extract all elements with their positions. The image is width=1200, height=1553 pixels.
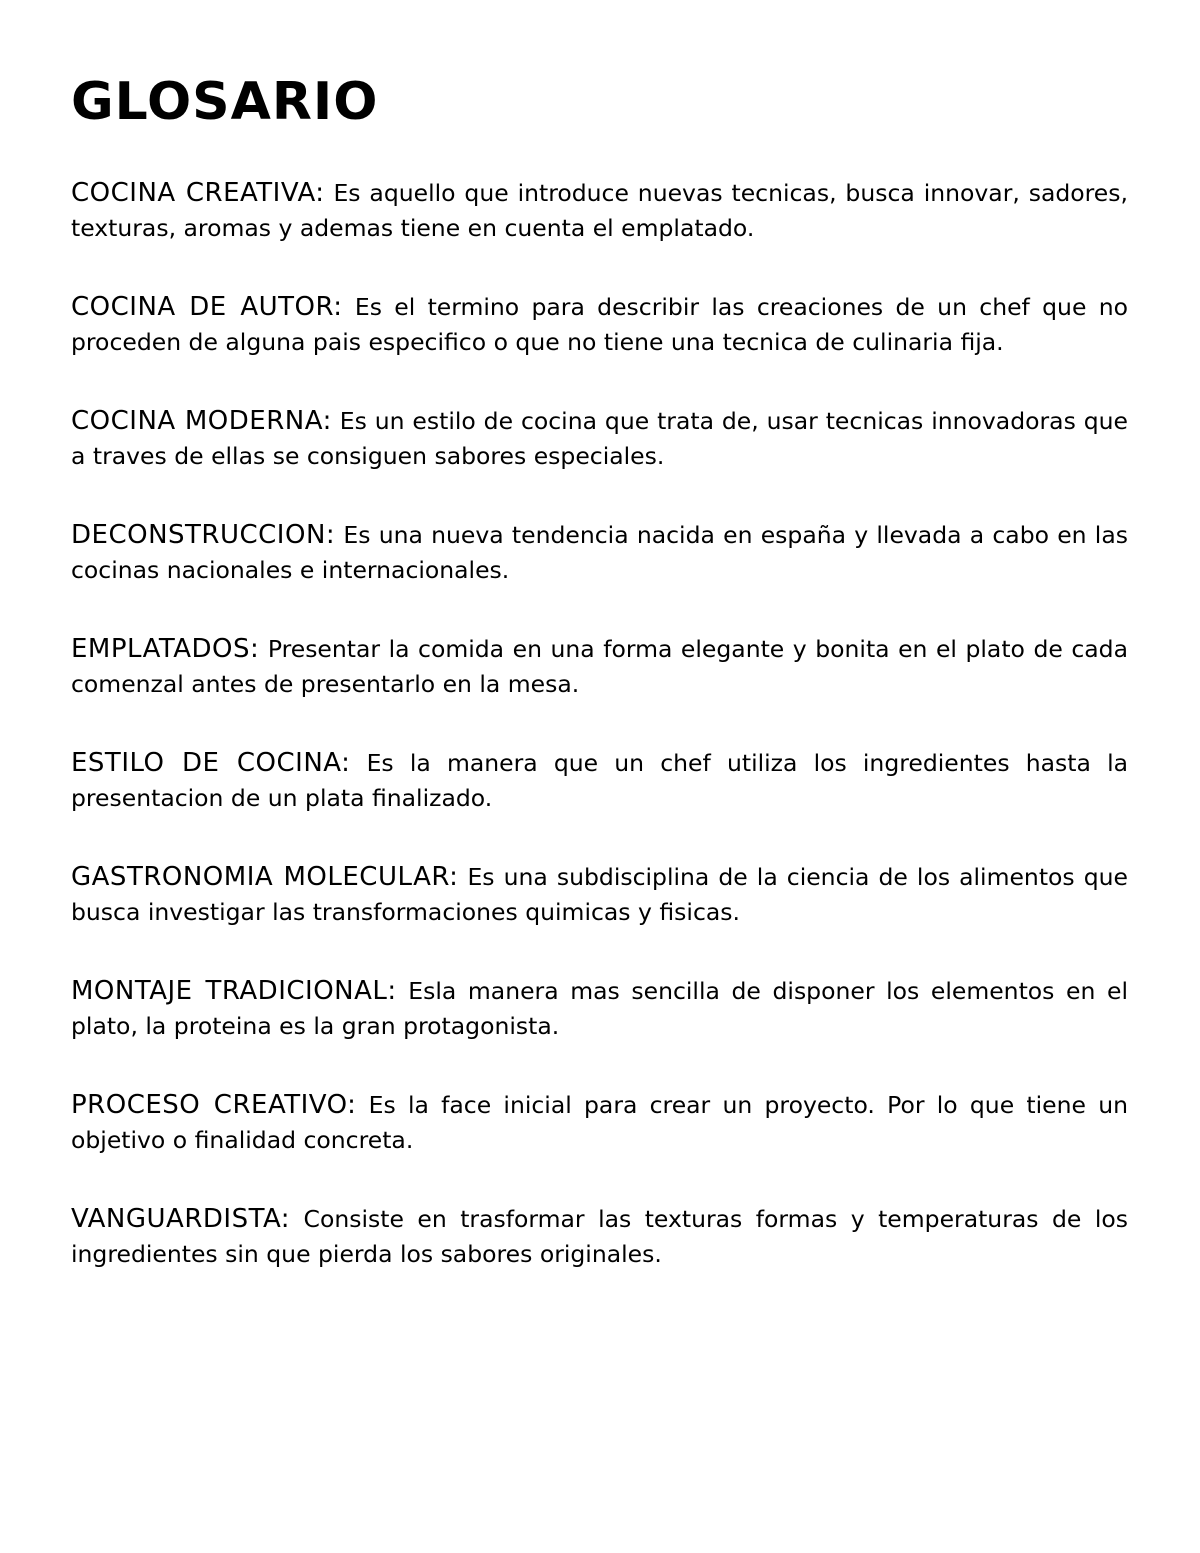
glossary-term: COCINA DE AUTOR: [71,292,343,322]
glossary-term: DECONSTRUCCION: [71,520,336,550]
glossary-entry [71,632,1128,702]
glossary-entry [71,290,1128,360]
glossary-term: GASTRONOMIA MOLECULAR: [71,862,459,892]
glossary-term: PROCESO CREATIVO: [71,1090,357,1120]
glossary-term: ESTILO DE COCINA: [71,748,351,778]
glossary-entry [71,974,1128,1044]
glossary-entry [71,746,1128,816]
page-title: GLOSARIO [71,72,379,132]
glossary-definition: Consiste en trasformar las texturas formas y temperaturas de los ingredientes sin que pierda los sabores originales. [71,1205,1128,1268]
glossary-definition: Es aquello que introduce nuevas tecnicas, busca innovar, sadores, texturas, aromas y ademas tiene en cuenta el emplatado. [71,179,1128,242]
glossary-definition: Es la manera que un chef utiliza los ingredientes hasta la presentacion de un plata finalizado. [71,749,1128,812]
document-page [71,70,1128,1316]
glossary-entry [71,404,1128,474]
glossary-definition: Es la face inicial para crear un proyecto. Por lo que tiene un objetivo o finalidad concreta. [71,1091,1128,1154]
glossary-definition: Es una nueva tendencia nacida en españa y llevada a cabo en las cocinas nacionales e internacionales. [71,521,1128,584]
glossary-term: MONTAJE TRADICIONAL: [71,976,397,1006]
glossary-definition: Es una subdisciplina de la ciencia de los alimentos que busca investigar las transformaciones quimicas y fisicas. [71,863,1128,926]
glossary-term: COCINA MODERNA: [71,406,332,436]
glossary-term: COCINA CREATIVA: [71,178,325,208]
glossary-definition: Presentar la comida en una forma elegante y bonita en el plato de cada comenzal antes de presentarlo en la mesa. [71,635,1128,698]
glossary-entry [71,1088,1128,1158]
glossary-entry [71,518,1128,588]
glossary-definition: Esla manera mas sencilla de disponer los elementos en el plato, la proteina es la gran protagonista. [71,977,1128,1040]
glossary-term: EMPLATADOS: [71,634,260,664]
glossary-term: VANGUARDISTA: [71,1204,291,1234]
glossary-entry [71,1202,1128,1272]
glossary-definition: Es el termino para describir las creaciones de un chef que no proceden de alguna pais especifico o que no tiene una tecnica de culinaria fija. [71,293,1128,356]
glossary-entry [71,860,1128,930]
glossary-definition: Es un estilo de cocina que trata de, usar tecnicas innovadoras que a traves de ellas se consiguen sabores especiales. [71,407,1128,470]
glossary-entry [71,176,1128,246]
